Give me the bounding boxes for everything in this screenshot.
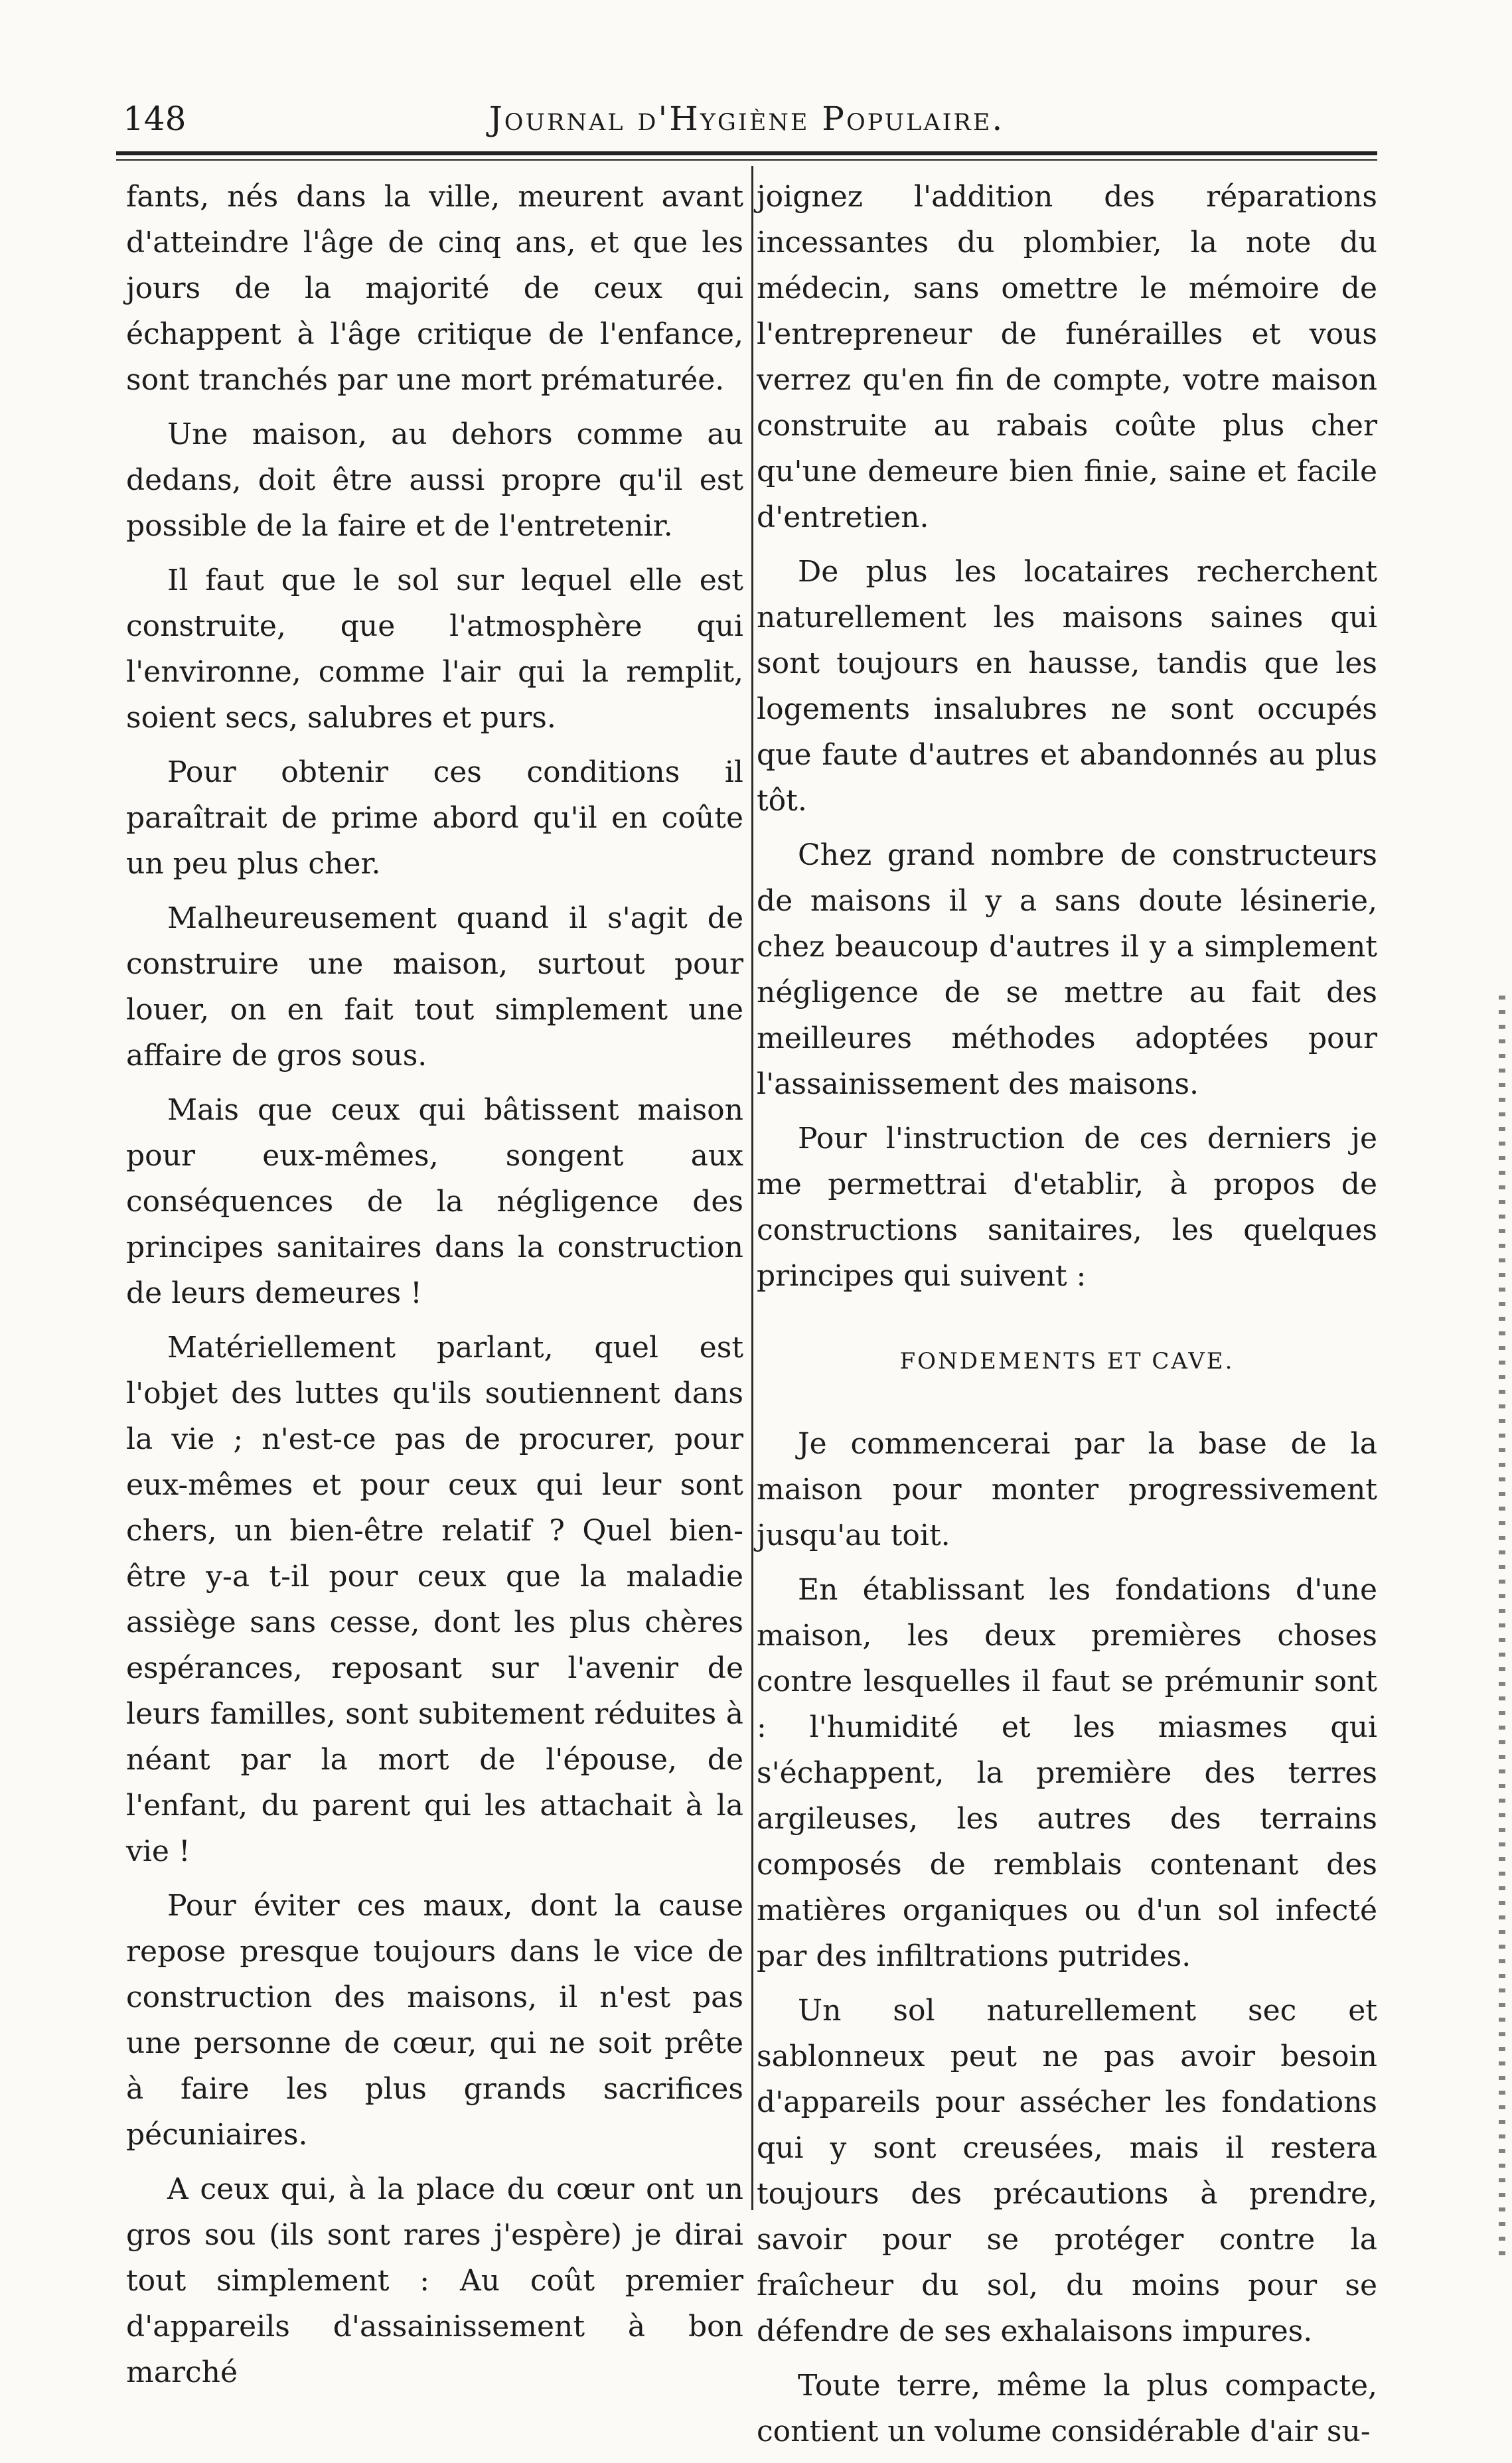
paragraph: joignez l'addition des réparations incessantes du plombier, la note du médecin, sans omettre le mémoire de l'entrepreneur de funérailles et vous verrez qu'en fin de compte, votre maison construite au rabais coûte plus cher qu'une demeure bien finie, saine et facile d'entretien. <box>757 180 1377 534</box>
section-heading: FONDEMENTS ET CAVE. <box>899 1348 1235 1375</box>
paragraph: De plus les locataires recherchent naturellement les maisons saines qui sont toujours en hausse, tandis que les logements insalubres ne sont occupés que faute d'autres et abandonnés au plus tôt. <box>757 555 1377 818</box>
scan-edge-artifact <box>1499 996 1505 2257</box>
running-title: Journal d'Hygiène Populaire. <box>489 100 1005 138</box>
paragraph: Mais que ceux qui bâtissent maison pour eux-mêmes, songent aux conséquences de la négligence des principes sanitaires dans la construction de leurs demeures ! <box>126 1093 743 1310</box>
paragraph: Pour obtenir ces conditions il paraîtrait de prime abord qu'il en coûte un peu plus cher. <box>126 755 743 881</box>
left-column <box>126 174 743 2404</box>
right-column <box>757 174 1377 2463</box>
paragraph: Chez grand nombre de constructeurs de maisons il y a sans doute lésinerie, chez beaucoup d'autres il y a simplement négligence de se mettre au fait des meilleures méthodes adoptées pour l'assainissement des maisons. <box>757 838 1377 1101</box>
paragraph: Une maison, au dehors comme au dedans, doit être aussi propre qu'il est possible de la faire et de l'entretenir. <box>126 417 743 543</box>
page-header <box>123 100 1371 153</box>
paragraph: fants, nés dans la ville, meurent avant d'atteindre l'âge de cinq ans, et que les jours de la majorité de ceux qui échappent à l'âge critique de l'enfance, sont tranchés par une mort prématurée. <box>126 180 743 397</box>
paragraph: Je commencerai par la base de la maison pour monter progressivement jusqu'au toit. <box>757 1427 1377 1552</box>
paragraph: Pour l'instruction de ces derniers je me permettrai d'etablir, à propos de constructions sanitaires, les quelques principes qui suivent : <box>757 1122 1377 1293</box>
page-number: 148 <box>123 100 187 138</box>
paragraph: En établissant les fondations d'une maison, les deux premières choses contre lesquelles il faut se prémunir sont : l'humidité et les miasmes qui s'échappent, la première des terres argileuses, les autres des terrains composés de remblais contenant des matières organiques ou d'un sol infecté par des infiltrations putrides. <box>757 1573 1377 1973</box>
header-rule-thin <box>116 159 1377 161</box>
column-divider <box>751 166 753 2210</box>
paragraph: Il faut que le sol sur lequel elle est construite, que l'atmosphère qui l'environne, comme l'air qui la remplit, soient secs, salubres et purs. <box>126 563 743 735</box>
paragraph: A ceux qui, à la place du cœur ont un gros sou (ils sont rares j'espère) je dirai tout simplement : Au coût premier d'appareils d'assainissement à bon marché <box>126 2172 743 2389</box>
paragraph: Un sol naturellement sec et sablonneux peut ne pas avoir besoin d'appareils pour assécher les fondations qui y sont creusées, mais il restera toujours des précautions à prendre, savoir pour se protéger contre la fraîcheur du sol, du moins pour se défendre de ses exhalaisons impures. <box>757 1994 1377 2348</box>
paragraph: Matériellement parlant, quel est l'objet des luttes qu'ils soutiennent dans la vie ; n'est-ce pas de procurer, pour eux-mêmes et pour ceux qui leur sont chers, un bien-être relatif ? Quel bien-être y-a t-il pour ceux que la maladie assiège sans cesse, dont les plus chères espérances, reposant sur l'avenir de leurs familles, sont subitement réduites à néant par la mort de l'épouse, de l'enfant, du parent qui les attachait à la vie ! <box>126 1331 743 1868</box>
paragraph: Toute terre, même la plus compacte, contient un volume considérable d'air su- <box>757 2369 1377 2448</box>
paragraph: Pour éviter ces maux, dont la cause repose presque toujours dans le vice de construction des maisons, il n'est pas une personne de cœur, qui ne soit prête à faire les plus grands sacrifices pécuniaires. <box>126 1889 743 2152</box>
paragraph: Malheureusement quand il s'agit de construire une maison, surtout pour louer, on en fait tout simplement une affaire de gros sous. <box>126 901 743 1073</box>
header-rule-thick <box>116 151 1377 155</box>
